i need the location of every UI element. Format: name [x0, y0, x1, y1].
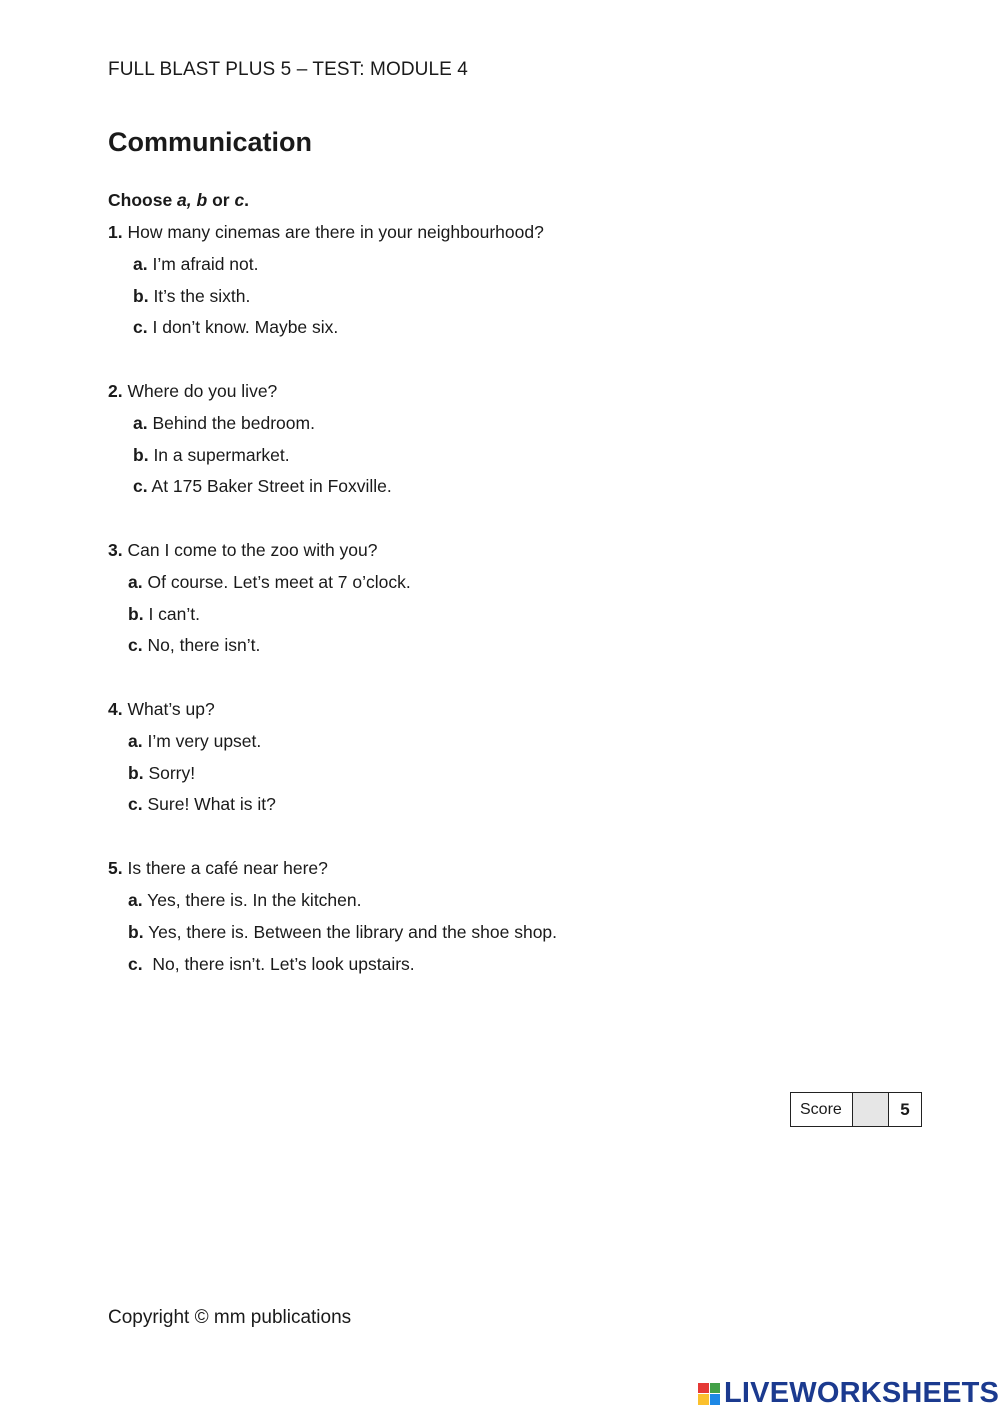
option-letter: b. [128, 604, 144, 624]
instruction-a-b: a, b [177, 190, 208, 210]
question-1 [108, 222, 544, 243]
option-letter: b. [133, 286, 149, 306]
option-letter: b. [128, 763, 144, 783]
question-5 [108, 858, 328, 879]
option-text: Behind the bedroom. [152, 413, 315, 433]
option-letter: c. [133, 317, 148, 337]
option-text: I’m very upset. [147, 731, 262, 751]
question-text: Where do you live? [127, 381, 278, 401]
option-2b[interactable] [133, 445, 290, 466]
option-letter: c. [128, 794, 143, 814]
option-text: At 175 Baker Street in Foxville. [151, 476, 392, 496]
instruction-prefix: Choose [108, 190, 178, 210]
instruction [108, 190, 249, 211]
question-number: 3. [108, 540, 123, 560]
option-text: Of course. Let’s meet at 7 o’clock. [147, 572, 411, 592]
logo-square-blue [710, 1394, 721, 1405]
option-4a[interactable] [128, 731, 261, 752]
question-number: 2. [108, 381, 123, 401]
option-text: It’s the sixth. [153, 286, 251, 306]
option-letter: c. [128, 954, 143, 974]
option-letter: b. [133, 445, 149, 465]
brand-text: LIVEWORKSHEETS [724, 1377, 1000, 1409]
option-text: Sure! What is it? [147, 794, 276, 814]
option-1b[interactable] [133, 286, 250, 307]
copyright: Copyright © mm publications [108, 1307, 352, 1328]
score-box [790, 1092, 922, 1127]
instruction-suffix: . [244, 190, 250, 210]
option-text: Yes, there is. Between the library and the shoe shop. [148, 922, 558, 942]
question-2 [108, 381, 277, 402]
logo-square-yellow [698, 1394, 709, 1405]
option-text: I can’t. [148, 604, 200, 624]
option-letter: b. [128, 922, 144, 942]
option-letter: a. [128, 890, 143, 910]
option-3a[interactable] [128, 572, 411, 593]
option-text: No, there isn’t. [147, 635, 261, 655]
option-4b[interactable] [128, 763, 195, 784]
instruction-c: c [234, 190, 245, 210]
question-text: What’s up? [127, 699, 215, 719]
option-2c[interactable] [133, 476, 392, 497]
instruction-or: or [207, 190, 235, 210]
option-letter: c. [133, 476, 148, 496]
question-number: 4. [108, 699, 123, 719]
option-3b[interactable] [128, 604, 200, 625]
option-5c[interactable] [128, 954, 415, 975]
option-letter: c. [128, 635, 143, 655]
option-text: No, there isn’t. Let’s look upstairs. [147, 954, 415, 974]
question-number: 5. [108, 858, 123, 878]
liveworksheets-logo-icon [698, 1383, 720, 1405]
question-3 [108, 540, 377, 561]
option-4c[interactable] [128, 794, 276, 815]
page-header: FULL BLAST PLUS 5 – TEST: MODULE 4 [108, 59, 468, 80]
logo-square-red [698, 1383, 709, 1394]
score-input[interactable] [853, 1093, 889, 1126]
option-letter: a. [133, 413, 148, 433]
score-label: Score [791, 1093, 853, 1126]
option-letter: a. [133, 254, 148, 274]
option-letter: a. [128, 731, 143, 751]
option-1c[interactable] [133, 317, 338, 338]
liveworksheets-brand[interactable] [698, 1377, 999, 1410]
question-number: 1. [108, 222, 123, 242]
question-text: How many cinemas are there in your neighbourhood? [127, 222, 544, 242]
option-letter: a. [128, 572, 143, 592]
option-5b[interactable] [128, 922, 557, 943]
option-5a[interactable] [128, 890, 362, 911]
logo-square-green [710, 1383, 721, 1394]
option-text: Yes, there is. In the kitchen. [147, 890, 362, 910]
option-2a[interactable] [133, 413, 315, 434]
option-text: I’m afraid not. [152, 254, 259, 274]
option-text: In a supermarket. [153, 445, 290, 465]
option-3c[interactable] [128, 635, 260, 656]
question-text: Is there a café near here? [127, 858, 328, 878]
score-total: 5 [900, 1099, 910, 1119]
option-text: I don’t know. Maybe six. [152, 317, 339, 337]
question-text: Can I come to the zoo with you? [127, 540, 378, 560]
question-4 [108, 699, 215, 720]
option-text: Sorry! [148, 763, 196, 783]
option-1a[interactable] [133, 254, 259, 275]
section-title: Communication [108, 127, 313, 157]
